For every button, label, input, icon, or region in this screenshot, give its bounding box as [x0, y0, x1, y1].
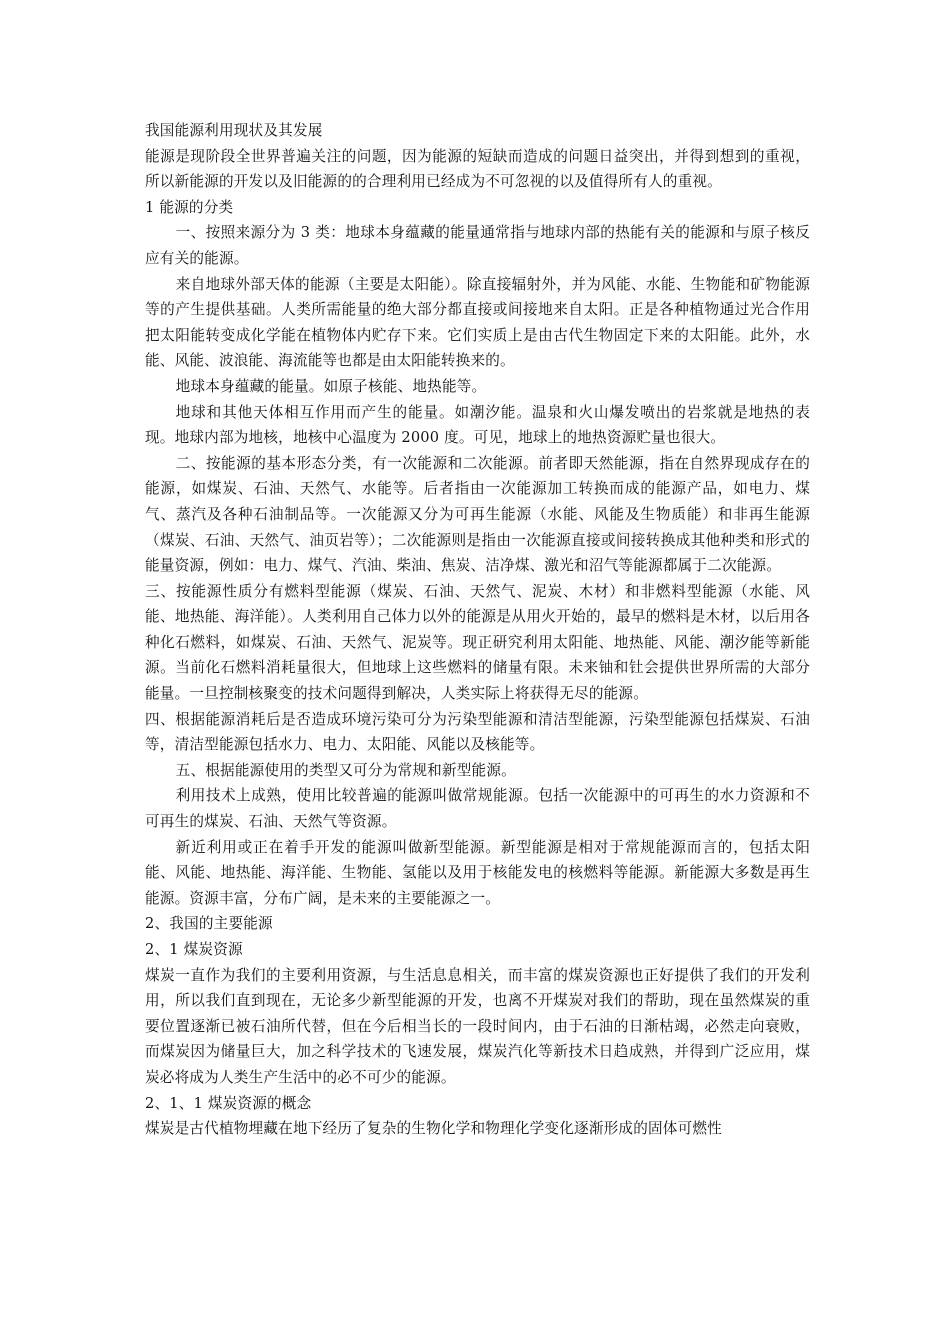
paragraph: 四、根据能源消耗后是否造成环境污染可分为污染型能源和清洁型能源，污染型能源包括煤炭、石油等，清洁型能源包括水力、电力、太阳能、风能以及核能等。 [145, 710, 810, 754]
paragraph: 新近利用或正在着手开发的能源叫做新型能源。新型能源是相对于常规能源而言的，包括太阳能、风能、地热能、海洋能、生物能、氢能以及用于核能发电的核燃料等能源。新能源大多数是再生能源。资源丰富，分布广阔，是未来的主要能源之一。 [145, 838, 810, 907]
paragraph: 地球本身蕴藏的能量。如原子核能、地热能等。 [175, 377, 487, 395]
paragraph: 一、按照来源分为 3 类：地球本身蕴藏的能量通常指与地球内部的热能有关的能源和与原子核反应有关的能源。 [145, 224, 810, 267]
paragraph: 利用技术上成熟，使用比较普遍的能源叫做常规能源。包括一次能源中的可再生的水力资源和不可再生的煤炭、石油、天然气等资源。 [145, 787, 810, 831]
document-page [145, 118, 810, 1142]
document-body [145, 144, 810, 1142]
paragraph: 来自地球外部天体的能源（主要是太阳能）。除直接辐射外，并为风能、水能、生物能和矿物能源等的产生提供基础。人类所需能量的绝大部分都直接或间接地来自太阳。正是各种植物通过光合作用把太阳能转变成化学能在植物体内贮存下来。它们实质上是由古代生物固定下来的太阳能。此外，水能、风能、波浪能、海流能等也都是由太阳能转换来的。 [145, 275, 810, 370]
paragraph: 煤炭一直作为我们的主要利用资源，与生活息息相关，而丰富的煤炭资源也正好提供了我们的开发利用，所以我们直到现在，无论多少新型能源的开发，也离不开煤炭对我们的帮助，现在虽然煤炭的重要位置逐渐已被石油所代替，但在今后相当长的一段时间内，由于石油的日渐枯竭，必然走向衰败，而煤炭因为储量巨大，加之科学技术的飞速发展，煤炭汽化等新技术日趋成熟，并得到广泛应用，煤炭必将成为人类生产生活中的必不可少的能源。 [145, 966, 810, 1086]
paragraph: 五、根据能源使用的类型又可分为常规和新型能源。 [175, 761, 516, 779]
paragraph: 三、按能源性质分有燃料型能源（煤炭、石油、天然气、泥炭、木材）和非燃料型能源（水能、风能、地热能、海洋能）。人类利用自己体力以外的能源是从用火开始的，最早的燃料是木材，以后用各种化石燃料，如煤炭、石油、天然气、泥炭等。现正研究利用太阳能、地热能、风能、潮汐能等新能源。当前化石燃料消耗量很大，但地球上这些燃料的储量有限。未来铀和钍会提供世界所需的大部分能量。一旦控制核聚变的技术问题得到解决，人类实际上将获得无尽的能源。 [145, 582, 810, 703]
paragraph: 煤炭是古代植物埋藏在地下经历了复杂的生物化学和物理化学变化逐渐形成的固体可燃性 [145, 1120, 722, 1138]
document-title: 我国能源利用现状及其发展 [145, 122, 323, 139]
paragraph: 二、按能源的基本形态分类，有一次能源和二次能源。前者即天然能源，指在自然界现成存在的能源，如煤炭、石油、天然气、水能等。后者指由一次能源加工转换而成的能源产品，如电力、煤气、蒸汽及各种石油制品等。一次能源又分为可再生能源（水能、风能及生物质能）和非再生能源（煤炭、石油、天然气、油页岩等）；二次能源则是指由一次能源直接或间接转换成其他种类和形式的能量资源，例如：电力、煤气、汽油、柴油、焦炭、洁净煤、激光和沼气等能源都属于二次能源。 [145, 454, 810, 575]
paragraph: 地球和其他天体相互作用而产生的能量。如潮汐能。温泉和火山爆发喷出的岩浆就是地热的表现。地球内部为地核，地核中心温度为 2000 度。可见，地球上的地热资源贮量也很大。 [145, 403, 810, 447]
paragraph: 2、1 煤炭资源 [145, 941, 243, 958]
paragraph: 2、1、1 煤炭资源的概念 [145, 1094, 312, 1112]
paragraph: 2、我国的主要能源 [145, 915, 273, 933]
paragraph: 1 能源的分类 [145, 198, 234, 216]
paragraph: 能源是现阶段全世界普遍关注的问题，因为能源的短缺而造成的问题日益突出，并得到想到的重视，所以新能源的开发以及旧能源的的合理利用已经成为不可忽视的以及值得所有人的重视。 [145, 147, 810, 191]
